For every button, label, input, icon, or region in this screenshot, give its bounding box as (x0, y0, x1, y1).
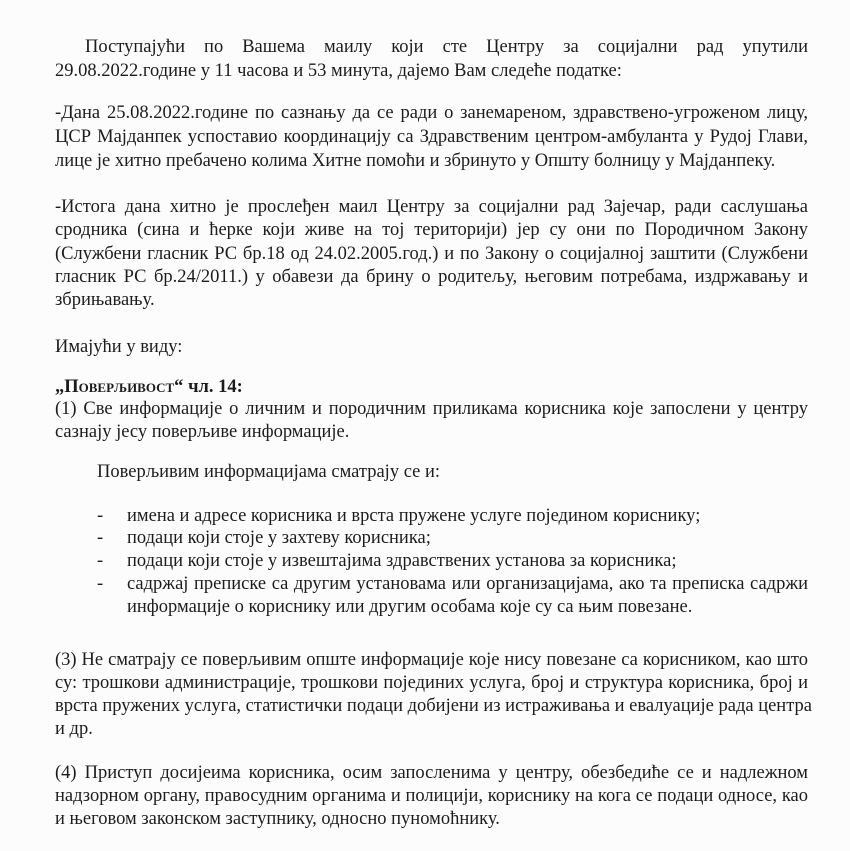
text-line: и његовом законском заступнику, односно пуномоћнику. (55, 809, 500, 829)
having-in-mind-text: Имајући у виду: (55, 337, 183, 357)
text-line: Поступајући по Вашема маилу који сте Центру за социјални рад упутили (85, 37, 808, 57)
text-line: (3) Не сматрају се поверљивим опште информације које нису повезане са корисником, као што (55, 650, 808, 670)
article-reference: чл. 14: (183, 377, 243, 397)
list-item-continuation: информације о кориснику или другим особама које су са њим повезане. (127, 597, 693, 617)
text-line: збрињавању. (55, 290, 155, 310)
bullet-dash: - (97, 574, 104, 594)
list-item: имена и адресе корисника и врста пружене услуге поједином кориснику; (127, 506, 701, 526)
list-intro: Поверљивим информацијама сматрају се и: (97, 462, 441, 482)
bullet-dash: - (97, 506, 104, 526)
list-item: садржај преписке са другим установама или организацијама, ако та преписка садржи (127, 574, 808, 594)
text-line: лице је хитно пребачено колима Хитне помоћи и збринуто у Општу болницу у Мајданпеку. (55, 151, 776, 171)
text-line: сродника (сина и ћерке који живе на тој територији) јер су они по Породичном Закону (55, 220, 808, 240)
text-line: ЦСР Мајданпек успоставио координацију са Здравственим центром-амбуланта у Рудој Глави, (55, 127, 808, 147)
text-line: и др. (55, 719, 93, 739)
article-heading (55, 376, 243, 398)
text-line: -Истога дана хитно је прослеђен маил Центру за социјални рад Зајечар, ради саслушања (55, 197, 808, 217)
text-line: гласник РС бр.24/2011.) у обавези да брину о родитељу, његовим потребама, издржавању и (55, 267, 808, 287)
text-line: (1) Све информације о личним и породичним приликама корисника које запослени у центру (55, 399, 808, 419)
bullet-dash: - (97, 528, 104, 548)
article-title: „Поверљивост“ (55, 377, 184, 397)
list-item: подаци који стоје у захтеву корисника; (127, 528, 431, 548)
text-line: сазнају јесу поверљиве информације. (55, 422, 350, 442)
list-item: подаци који стоје у извештајима здравствених установа за корисника; (127, 551, 677, 571)
text-line: (4) Приступ досијеима корисника, осим запосленима у центру, обезбедиће се и надлежном (55, 763, 808, 783)
text-line: (Службени гласник РС бр.18 од 24.02.2005.год.) и по Закону о социјалној заштити (Службени (55, 244, 808, 264)
bullet-dash: - (97, 551, 104, 571)
text-line: 29.08.2022.године у 11 часова и 53 минута, дајемо Вам следеће податке: (55, 61, 622, 81)
text-line: -Дана 25.08.2022.године по сазнању да се ради о занемареном, здравствено-угроженом лицу, (55, 103, 808, 123)
text-line: врста пружених услуга, статистички подаци добијени из истраживања и евалуације рада центра (55, 696, 812, 716)
text-line: надзорном органу, правосудним органима и полицији, кориснику на кога се подаци односе, као (55, 786, 808, 806)
text-line: су: трошкови администрације, трошкови појединих услуга, број и структура корисника, број и (55, 673, 808, 693)
